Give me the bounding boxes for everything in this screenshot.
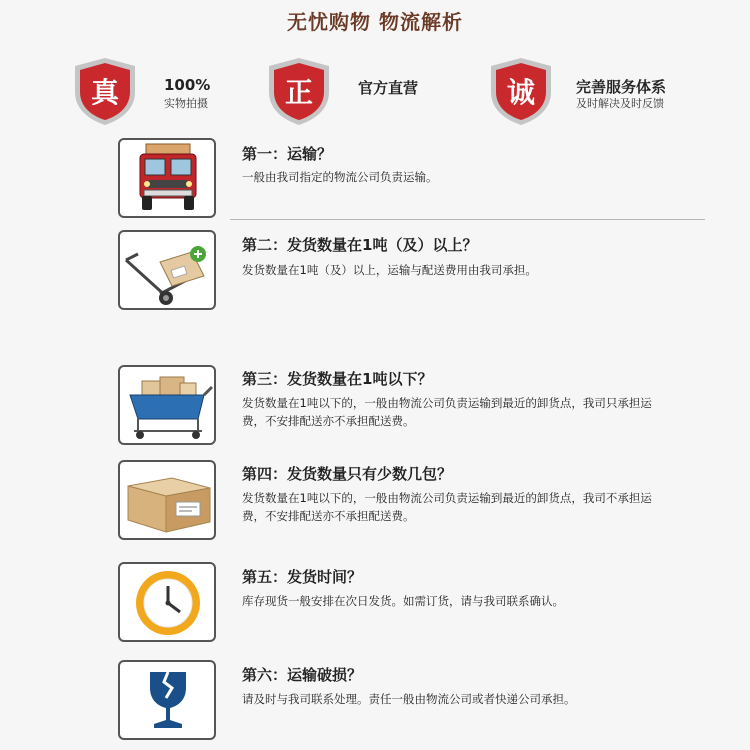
cart-icon-box: [118, 365, 216, 445]
hand-truck-icon-box: [118, 230, 216, 310]
shopping-cart-icon: [120, 367, 216, 445]
badge-main-text: 完善服务体系: [576, 78, 667, 96]
section-description: 请及时与我司联系处理。责任一般由物流公司或者快递公司承担。: [242, 692, 576, 706]
section-title: 第五：发货时间？: [242, 568, 363, 586]
badge-char: 正: [284, 76, 313, 109]
badge-official: [266, 56, 446, 126]
fragile-icon-box: [118, 660, 216, 740]
section-description: 发货数量在1吨以下的，一般由物流公司负责运输到最近的卸货点，我司只承担运费，不安排配送亦不承担配送费。: [242, 396, 652, 428]
badge-char: 真: [90, 76, 119, 109]
separator: [230, 219, 705, 220]
badge-authentic: [72, 56, 232, 126]
clock-icon: [120, 564, 216, 642]
badge-service: [488, 56, 728, 126]
badge-sub-text: 及时解决及时反馈: [576, 97, 664, 110]
section-title: 第一：运输？: [242, 145, 333, 163]
badge-char: 诚: [506, 76, 535, 109]
section-title: 第三：发货数量在1吨以下？: [242, 370, 433, 388]
section-title: 第六：运输破损？: [242, 666, 363, 684]
truck-icon-box: [118, 138, 216, 218]
section-title: 第四：发货数量只有少数几包？: [242, 465, 453, 483]
section-description: 一般由我司指定的物流公司负责运输。: [242, 170, 438, 184]
page-title: 无忧购物 物流解析: [287, 10, 463, 34]
parcel-box-icon: [120, 462, 216, 540]
delivery-truck-icon: [120, 140, 216, 218]
hand-truck-icon: [120, 232, 216, 310]
section-title: 第二：发货数量在1吨（及）以上？: [242, 236, 478, 254]
section-description: 发货数量在1吨（及）以上，运输与配送费用由我司承担。: [242, 263, 537, 277]
fragile-glass-icon: [120, 662, 216, 740]
parcel-icon-box: [118, 460, 216, 540]
badge-sub-text: 实物拍摄: [164, 97, 208, 110]
badge-main-text: 官方直营: [358, 79, 419, 97]
clock-icon-box: [118, 562, 216, 642]
section-description: 发货数量在1吨以下的，一般由物流公司负责运输到最近的卸货点，我司不承担运费，不安排配送亦不承担配送费。: [242, 491, 652, 523]
badge-main-text: 100%: [164, 76, 211, 94]
section-description: 库存现货一般安排在次日发货。如需订货，请与我司联系确认。: [242, 594, 564, 608]
